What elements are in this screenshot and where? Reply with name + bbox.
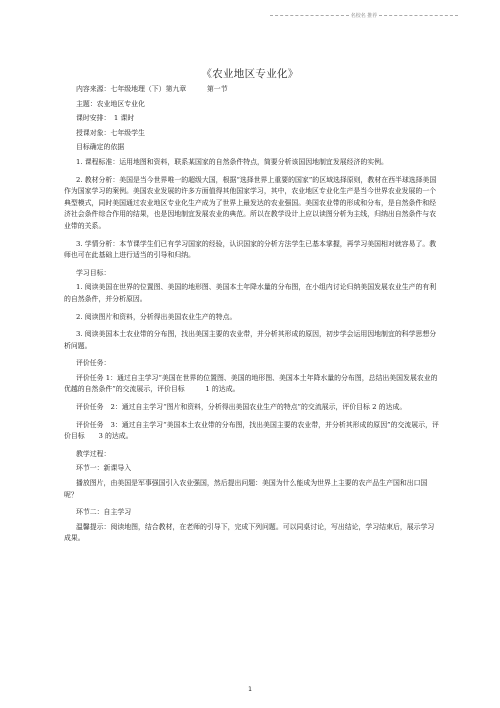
- topic: 主题：农业地区专业化: [76, 99, 145, 108]
- eval-heading: 评价任务：: [76, 359, 111, 368]
- schedule: 课时安排： 1 课时: [76, 114, 135, 123]
- goal-3: 3. 阅读美国本土农业带的分布图，找出美国主要的农业带，并分析其形成的原因，初步学会运用因地制宜的科学思想分析问题。: [64, 330, 437, 350]
- step-1-body: 播放图片，由美国是军事强国引入农业强国，然后提出问题：美国为什么能成为世界上主要的农产品生产国和出口国呢？: [64, 479, 428, 499]
- eval-task-1: 评价任务 1：通过自主学习“美国在世界的位置图、美国的地形图、美国本土年降水量的分布图，总结出美国发展农业的优越的自然条件”的交流展示，评价目标 1 的达成。: [64, 373, 438, 394]
- goal-2: 2. 阅读图片和资料，分析得出美国农业生产的特点。: [76, 312, 237, 321]
- paragraph-curriculum: 1. 课程标准：运用地图和资料，联系某国家的自然条件特点，简要分析该国因地制宜发展经济的实例。: [76, 157, 388, 166]
- header-text: 名校名 推荐: [350, 13, 378, 19]
- paragraph-students: 3. 学情分析：本节课学生们已有学习国家的经验，认识国家的分析方法学生已基本掌握，再学习美国相对就容易了。教师也可在此基础上进行适当的引导和归纳。: [64, 239, 437, 260]
- eval-task-3: 评价任务 3：通过自主学习“美国本土农业带的分布图，找出美国主要的农业带，并分析其形成的原因”的交流展示，评价目标 3 的达成。: [64, 420, 439, 441]
- step-2-body: 温馨提示：阅读地图，结合教材，在老师的引导下，完成下列问题。可以同桌讨论，写出结论，学习结束后，展示学习成果。: [64, 522, 435, 543]
- header-rule-right: [379, 15, 458, 16]
- header-rule-left: [270, 15, 349, 16]
- step-2-heading: 环节二：自主学习: [76, 508, 132, 517]
- goals-heading: 学习目标：: [76, 268, 111, 277]
- basis-heading: 目标确定的依据: [76, 143, 125, 152]
- document-title: 《农业地区专业化》: [201, 68, 299, 80]
- audience: 授课对象：七年级学生: [76, 128, 145, 137]
- goal-1: 1. 阅读美国在世界的位置图、美国的地形图、美国本土年降水量的分布图，在小组内讨论归纳美国发展农业生产的有利的自然条件，并分析原因。: [64, 283, 437, 303]
- page-header: [268, 12, 460, 19]
- page-number: 1: [248, 686, 252, 693]
- paragraph-textbook: 2. 教材分析：美国是当今世界唯一的超级大国，根据“选择世界上重要的国家”的区域选择原则，教材在西半球选择美国作为国家学习的案例。美国农业发展的许多方面值得其他国家学习，其中，农业地区专业化生产是当今世界农业发展的一个典型模式，同时美国通过农业地区专业化生产成为了世界上最发达的农业强国。美国农业带的形成和分布，是自然条件和经济社会条件综合作用的结果，也是因地制宜发展农业的典范。所以在教学设计上应以读图分析为主线，归纳出自然条件与农业带的关系。: [64, 175, 437, 230]
- step-1-heading: 环节一：新课导入: [76, 464, 132, 473]
- eval-task-2: 评价任务 2：通过自主学习“图片和资料，分析得出美国农业生产的特点”的交流展示，评价目标 2 的达成。: [76, 403, 407, 412]
- content-source: 内容来源：七年级地理（下）第九章 第一节: [76, 85, 228, 93]
- document-body: [64, 84, 440, 551]
- process-heading: 教学过程：: [76, 449, 111, 458]
